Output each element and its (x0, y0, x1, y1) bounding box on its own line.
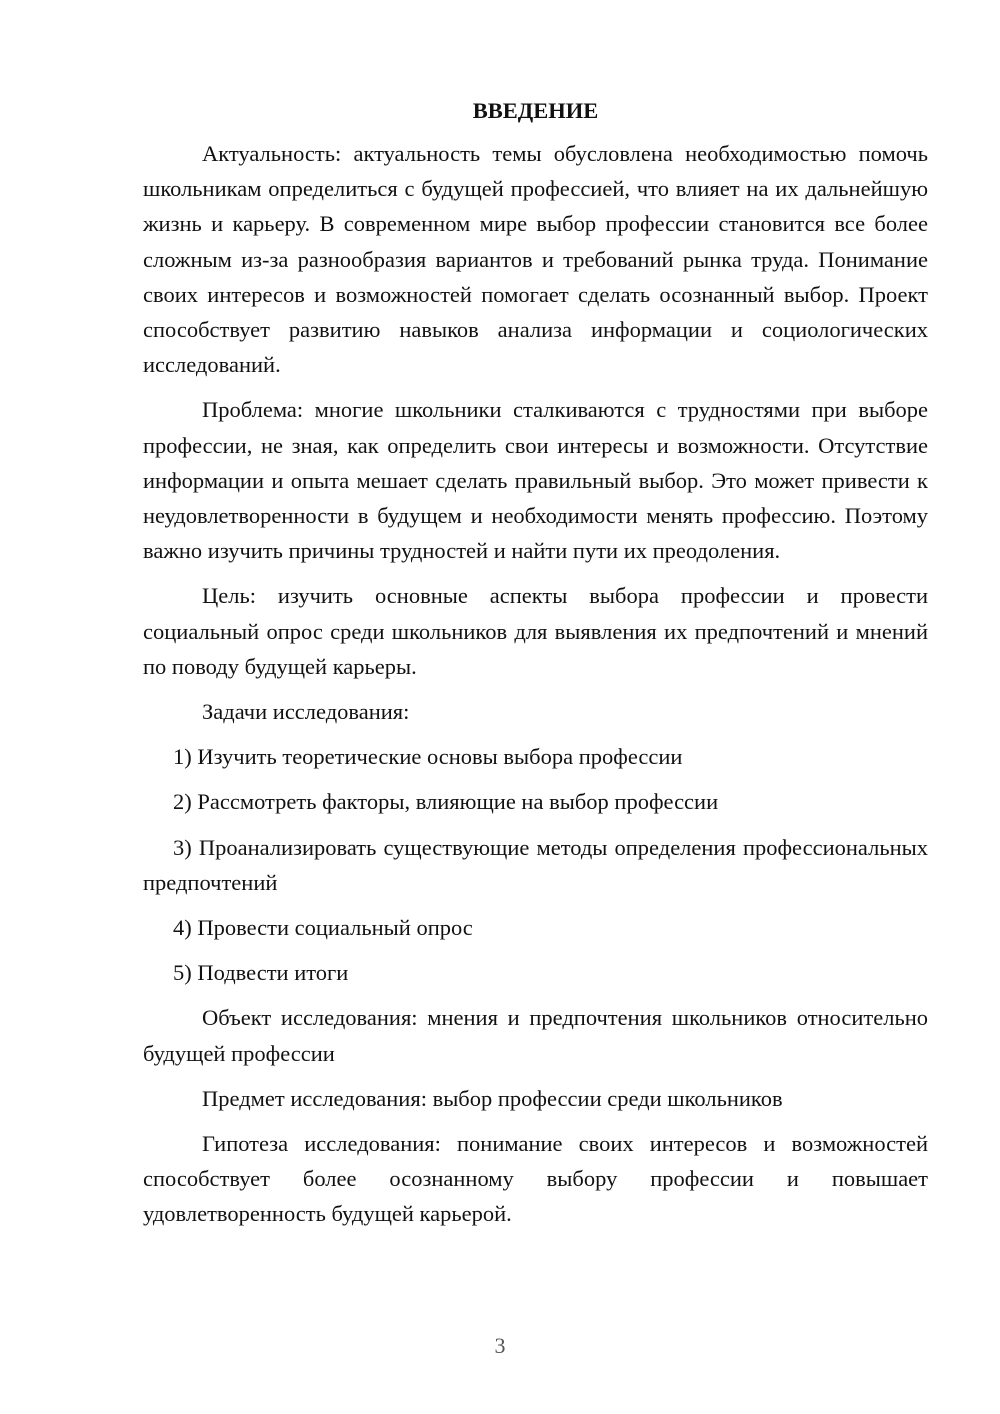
paragraph-problem: Проблема: многие школьники сталкиваются с трудностями при выборе профессии, не зная, как определить свои интересы и возможности. Отсутствие информации и опыта мешает сделать правильный выбор. Это может привести к неудовлетворенности в будущем и необходимости менять профессию. Поэтому важно изучить причины трудностей и найти пути их преодоления. (143, 397, 928, 564)
task-item-1: 1) Изучить теоретические основы выбора профессии (173, 744, 683, 770)
page-number: 3 (494, 1333, 506, 1358)
paragraph-subject: Предмет исследования: выбор профессии среди школьников (202, 1085, 783, 1111)
section-title: ВВЕДЕНИЕ (472, 98, 599, 123)
task-item-3: 3) Проанализировать существующие методы определения профессиональных предпочтений (143, 834, 928, 895)
paragraph-hypothesis: Гипотеза исследования: понимание своих интересов и возможностей способствует более осознанному выбору профессии и повышает удовлетворенность будущей карьерой. (143, 1131, 928, 1227)
paragraph-object: Объект исследования: мнения и предпочтения школьников относительно будущей профессии (143, 1005, 928, 1066)
task-item-4: 4) Провести социальный опрос (173, 915, 473, 941)
paragraph-tasks-heading: Задачи исследования: (202, 699, 410, 725)
page-content (143, 96, 928, 1232)
paragraph-goal: Цель: изучить основные аспекты выбора профессии и провести социальный опрос среди школьников для выявления их предпочтений и мнений по поводу будущей карьеры. (143, 583, 928, 679)
task-item-2: 2) Рассмотреть факторы, влияющие на выбор профессии (173, 789, 719, 815)
paragraph-relevance: Актуальность: актуальность темы обусловлена необходимостью помочь школьникам определиться с будущей профессией, что влияет на их дальнейшую жизнь и карьеру. В современном мире выбор профессии становится все более сложным из-за разнообразия вариантов и требований рынка труда. Понимание своих интересов и возможностей помогает сделать осознанный выбор. Проект способствует развитию навыков анализа информации и социологических исследований. (143, 141, 928, 378)
task-item-5: 5) Подвести итоги (173, 960, 349, 986)
